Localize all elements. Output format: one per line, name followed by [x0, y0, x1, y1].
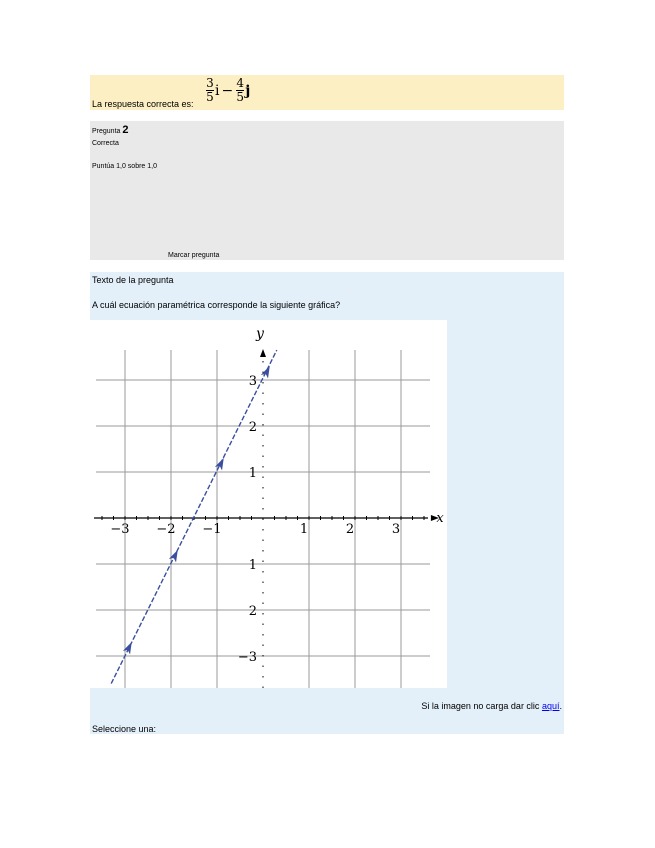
axis-layer: [94, 349, 439, 688]
fraction-three-fifths: [206, 77, 214, 104]
x-tick-label: −2: [156, 522, 176, 537]
select-one-label: Seleccione una:: [92, 724, 157, 734]
flag-question-link[interactable]: Marcar pregunta: [168, 252, 220, 259]
fraction-numerator: 4: [236, 76, 245, 90]
direction-arrow: [261, 364, 274, 378]
fraction-denominator: 5: [236, 90, 245, 104]
image-fallback-note: [421, 701, 562, 711]
y-tick-label: 3: [248, 374, 257, 389]
question-label-text: Pregunta: [92, 128, 121, 135]
answer-math-expression: [205, 77, 250, 104]
image-note-end: .: [559, 701, 562, 711]
x-axis-label: x: [436, 511, 444, 526]
fraction-numerator: 3: [206, 76, 214, 90]
x-tick-label: 3: [391, 522, 401, 537]
graph-image: [90, 320, 447, 688]
correct-answer-box: [90, 75, 564, 110]
question-text: A cuál ecuación paramétrica corresponde la siguiente gráfica?: [92, 300, 341, 310]
image-fallback-link[interactable]: aquí: [541, 701, 560, 711]
x-tick-label: −3: [110, 522, 130, 537]
y-axis-arrowhead: [260, 349, 266, 357]
question-text-label: Texto de la pregunta: [92, 275, 174, 285]
label-layer: [110, 326, 444, 665]
x-tick-label: 2: [345, 522, 355, 537]
question-info-box: [90, 121, 564, 260]
x-tick-label: 1: [299, 522, 309, 537]
y-tick-label: 1: [248, 558, 257, 573]
fraction-denominator: 5: [206, 90, 214, 104]
y-axis-label: y: [256, 326, 264, 342]
y-tick-label: 2: [248, 604, 257, 619]
minus-sign: −: [221, 82, 234, 99]
parametric-graph: [90, 320, 447, 688]
question-number: 2: [122, 124, 129, 136]
correct-answer-label: La respuesta correcta es:: [92, 99, 194, 109]
y-tick-label: 1: [248, 466, 257, 481]
question-state: Correcta: [92, 140, 119, 147]
y-tick-label: −3: [237, 650, 257, 665]
vector-i: i: [215, 82, 220, 99]
y-tick-label: 2: [248, 420, 257, 435]
question-grade: Puntúa 1,0 sobre 1,0: [92, 163, 157, 170]
image-note-text: Si la imagen no carga dar clic: [421, 701, 540, 711]
question-content-box: [90, 272, 564, 734]
x-tick-label: −1: [202, 522, 222, 537]
fraction-four-fifths: [236, 77, 244, 104]
vector-j: j: [245, 82, 251, 99]
question-number-label: [92, 124, 129, 136]
